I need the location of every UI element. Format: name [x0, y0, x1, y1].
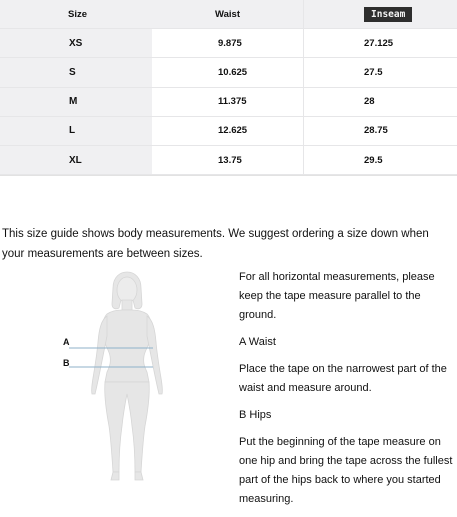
header-size: Size	[68, 8, 88, 20]
waist-title: A Waist	[239, 336, 276, 348]
cell-size: M	[69, 96, 78, 108]
table-header-row	[0, 0, 457, 29]
instructions-intro: For all horizontal measurements, please keep the tape measure parallel to the ground.	[239, 271, 435, 321]
cell-inseam: 27.125	[364, 37, 394, 49]
label-a: A	[63, 337, 70, 347]
cell-size: XL	[69, 154, 82, 166]
header-inseam: Inseam	[364, 7, 412, 22]
size-table	[0, 0, 457, 176]
table-row	[0, 58, 457, 87]
size-guide-note: This size guide shows body measurements. We suggest ordering a size down when your measurements are between sizes.	[2, 228, 429, 260]
label-b: B	[63, 358, 70, 368]
table-row	[0, 29, 457, 58]
hips-text: Put the beginning of the tape measure on one hip and bring the tape across the fullest part of the hips back to where you started measuring.	[239, 436, 453, 505]
cell-waist: 10.625	[218, 66, 248, 78]
cell-inseam: 27.5	[364, 66, 383, 78]
table-row	[0, 146, 457, 175]
body-figure	[55, 270, 235, 488]
measurement-instructions	[239, 268, 454, 517]
table-row	[0, 88, 457, 117]
cell-waist: 12.625	[218, 125, 248, 137]
cell-size: S	[69, 66, 76, 78]
cell-size: L	[69, 125, 76, 137]
cell-inseam: 28.75	[364, 125, 388, 137]
hips-title: B Hips	[239, 409, 272, 421]
waist-text: Place the tape on the narrowest part of the waist and measure around.	[239, 363, 447, 394]
body-silhouette-icon	[55, 270, 235, 488]
header-waist: Waist	[215, 8, 240, 20]
cell-inseam: 28	[364, 96, 375, 108]
cell-inseam: 29.5	[364, 154, 383, 166]
table-row	[0, 117, 457, 146]
cell-waist: 13.75	[218, 154, 242, 166]
cell-waist: 9.875	[218, 37, 242, 49]
cell-waist: 11.375	[218, 96, 247, 108]
cell-size: XS	[69, 37, 83, 49]
